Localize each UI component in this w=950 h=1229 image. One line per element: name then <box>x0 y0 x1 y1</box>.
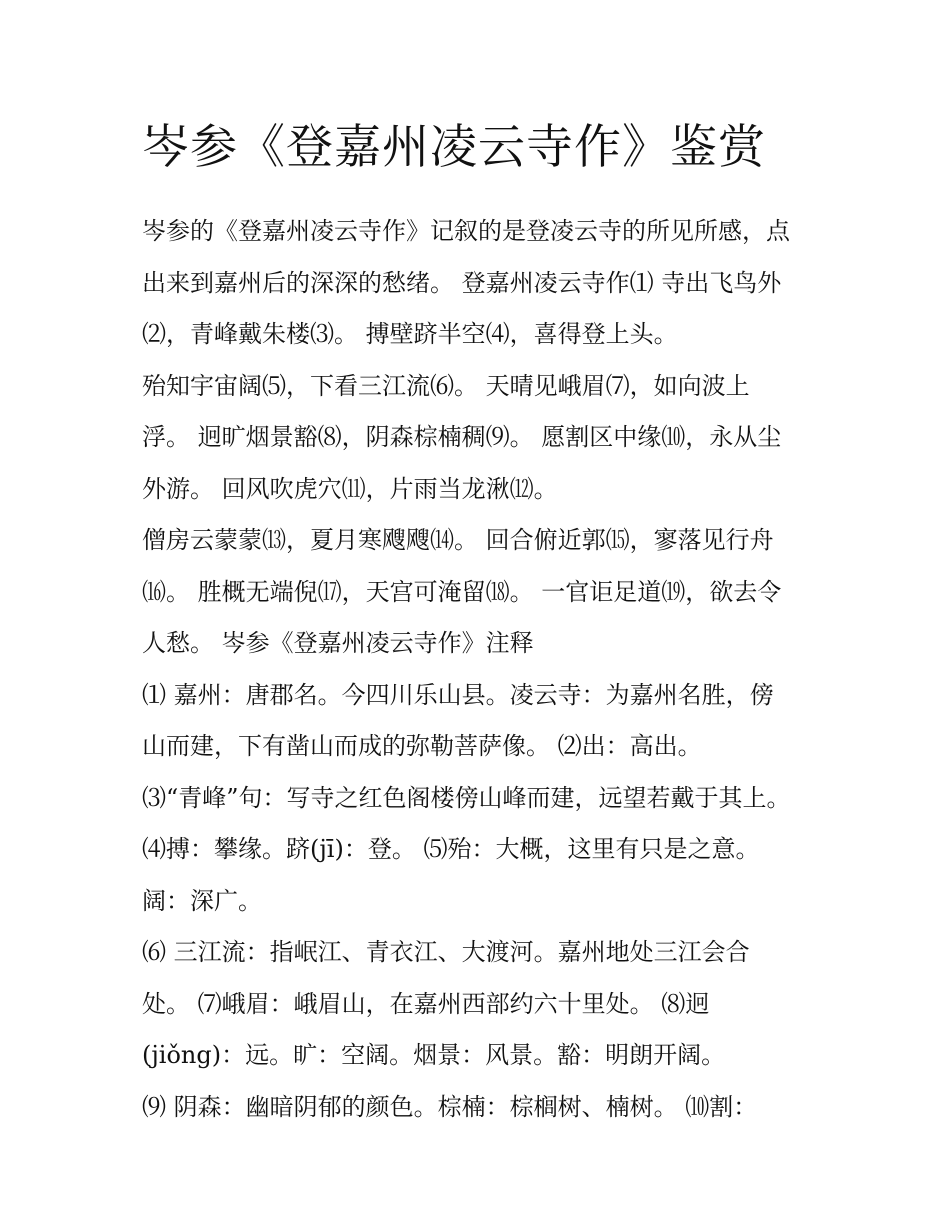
text-line: 出来到嘉州后的深深的愁绪。 登嘉州凌云寺作⑴ 寺出飞鸟外 <box>142 268 782 297</box>
text-line: 浮。 迥旷烟景豁⑻，阴森棕楠稠⑼。 愿割区中缘⑽，永从尘 <box>142 423 782 451</box>
page-title: 岑参《登嘉州凌云寺作》鉴赏 <box>142 120 766 175</box>
text-line: ⑵，青峰戴朱楼⑶。 搏壁跻半空⑷，喜得登上头。 <box>142 320 678 348</box>
text-line: 阔：深广。 <box>142 886 262 915</box>
text-line: 殆知宇宙阔⑸，下看三江流⑹。 天晴见峨眉⑺，如向波上 <box>142 371 750 400</box>
text-line: ⑹ 三江流：指岷江、青衣江、大渡河。嘉州地处三江会合 <box>142 938 750 966</box>
text-line: (jiǒng)：远。旷：空阔。烟景：风景。豁：明朗开阔。 <box>142 1041 726 1069</box>
text-line: 山而建，下有凿山而成的弥勒菩萨像。 ⑵出：高出。 <box>142 732 702 760</box>
text-line: ⒃。 胜概无端倪⒄，天宫可淹留⒅。 一官讵足道⒆，欲去令 <box>142 577 782 606</box>
text-line: ⑼ 阴森：幽暗阴郁的颜色。棕楠：棕榈树、楠树。 ⑽割： <box>142 1092 758 1121</box>
text-line: 人愁。 岑参《登嘉州凌云寺作》注释 <box>142 629 534 657</box>
text-line: ⑶“青峰”句：写寺之红色阁楼傍山峰而建，远望若戴于其上。 <box>142 783 791 812</box>
text-line: 岑参的《登嘉州凌云寺作》记叙的是登凌云寺的所见所感，点 <box>142 217 790 245</box>
text-line: ⑷搏：攀缘。跻(jī)：登。 ⑸殆：大概，这里有只是之意。 <box>142 835 760 863</box>
document-body <box>142 206 850 1133</box>
text-line: ⑴ 嘉州：唐郡名。今四川乐山县。凌云寺：为嘉州名胜，傍 <box>142 680 774 709</box>
text-line: 外游。 回风吹虎穴⑾，片雨当龙湫⑿。 <box>142 474 558 503</box>
text-line: 僧房云蒙蒙⒀，夏月寒飕飕⒁。 回合俯近郭⒂，寥落见行舟 <box>142 526 774 554</box>
text-line: 处。 ⑺峨眉：峨眉山，在嘉州西部约六十里处。 ⑻迥 <box>142 989 710 1018</box>
